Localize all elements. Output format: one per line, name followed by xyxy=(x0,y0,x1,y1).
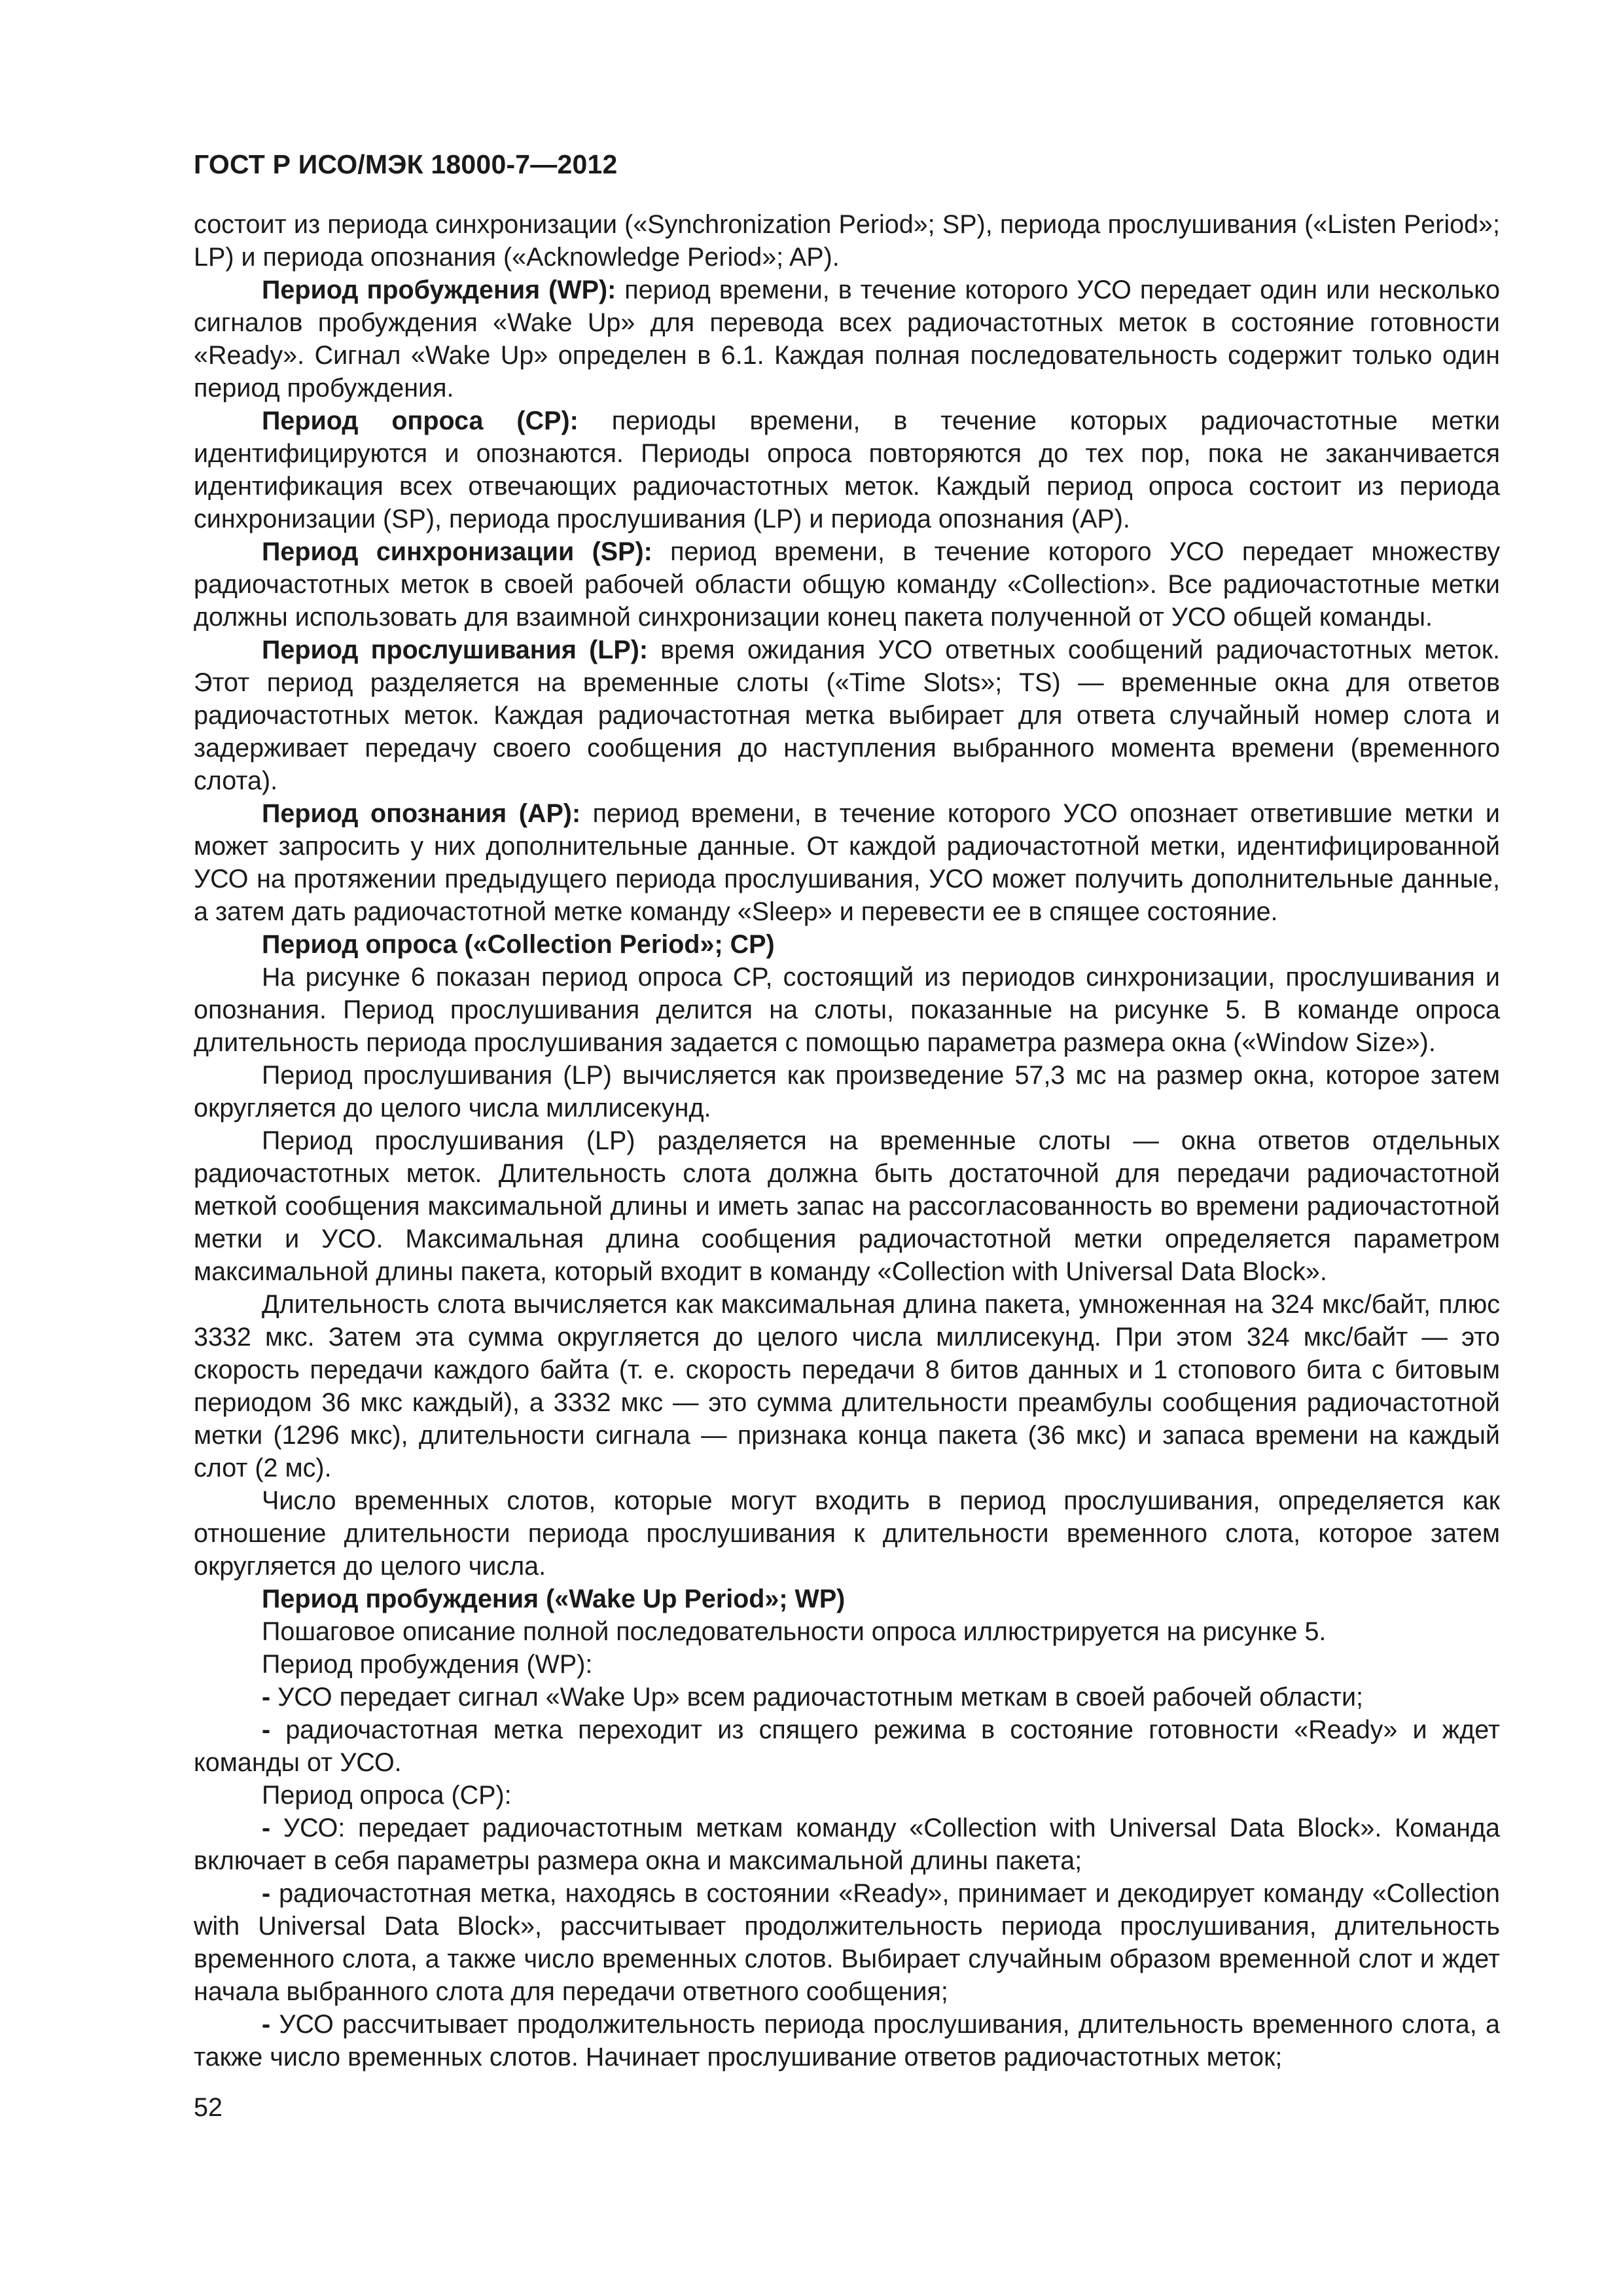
term-label: Период прослушивания (LP): xyxy=(262,636,649,664)
definition-text: период времени, в течение которого УСО опознает ответившие метки и может запросить у них дополнительные данные. От каждой радиочастотной метки, идентифицированной УСО на протяжении предыдущего периода прослушивания, УСО может получить дополнительные данные, а затем дать радиочастотной метке команду «Sleep» и перевести ее в спящее состояние. xyxy=(194,799,1500,926)
section-heading-collection-period: Период опроса («Collection Period»; CP) xyxy=(262,930,775,959)
page-number: 52 xyxy=(194,2093,223,2122)
definition-text: период времени, в течение которого УСО передает множеству радиочастотных меток в своей рабочей области общую команду «Collection». Все радиочастотные метки должны использовать для взаимной синхронизации конец пакета полученной от УСО общей команды. xyxy=(194,537,1500,632)
paragraph: Длительность слота вычисляется как максимальная длина пакета, умноженная на 324 мкс/байт, плюс 3332 мкс. Затем эта сумма округляется до целого числа миллисекунд. При этом 324 мкс/байт — это скорость передачи каждого байта (т. е. скорость передачи 8 битов данных и 1 стопового бита с битовым периодом 36 мкс каждый), а 3332 мкс — это сумма длительности преамбулы сообщения радиочастотной метки (1296 мкс), длительности сигнала — признака конца пакета (36 мкс) и запаса времени на каждый слот (2 мс). xyxy=(194,1290,1500,1482)
document-body xyxy=(194,208,1500,2073)
list-item xyxy=(194,1812,1500,1877)
paragraph-continuation: состоит из периода синхронизации («Synchronization Period»; SP), периода прослушивания («Listen Period»; LP) и периода опознания («Acknowledge Period»; AP). xyxy=(194,210,1500,272)
list-dash: - xyxy=(262,1683,271,1712)
list-dash: - xyxy=(262,1814,271,1842)
list-item-text: УСО: передает радиочастотным меткам команду «Collection with Universal Data Block». Команда включает в себя параметры размера окна и максимальной длины пакета; xyxy=(194,1814,1500,1875)
paragraph: Число временных слотов, которые могут входить в период прослушивания, определяется как отношение длительности периода прослушивания к длительности временного слота, которое затем округляется до целого числа. xyxy=(194,1486,1500,1581)
list-item xyxy=(194,1877,1500,2008)
list-item xyxy=(194,1681,1500,1713)
paragraph: Период пробуждения (WP): xyxy=(262,1650,593,1679)
list-dash: - xyxy=(262,1715,271,1744)
list-item-text: УСО передает сигнал «Wake Up» всем радиочастотным меткам в своей рабочей области; xyxy=(270,1683,1363,1712)
paragraph: Пошаговое описание полной последовательности опроса иллюстрируется на рисунке 5. xyxy=(262,1617,1327,1646)
definition-text: периоды времени, в течение которых радиочастотные метки идентифицируются и опознаются. Периоды опроса повторяются до тех пор, пока не заканчивается идентификация всех отвечающих радиочастотных меток. Каждый период опроса состоит из периода синхронизации (SP), периода прослушивания (LP) и периода опознания (AP). xyxy=(194,406,1501,533)
document-header: ГОСТ Р ИСО/МЭК 18000-7—2012 xyxy=(194,149,618,179)
definition-text: период времени, в течение которого УСО передает один или несколько сигналов пробуждения «Wake Up» для перевода всех радиочастотных меток в состояние готовности «Ready». Сигнал «Wake Up» определен в 6.1. Каждая полная последовательность содержит только один период пробуждения. xyxy=(194,276,1500,403)
list-dash: - xyxy=(262,1879,271,1908)
term-label: Период синхронизации (SP): xyxy=(262,537,652,566)
list-item-text: радиочастотная метка переходит из спящего режима в состояние готовности «Ready» и ждет команды от УСО. xyxy=(194,1715,1500,1777)
list-item-text: УСО рассчитывает продолжительность периода прослушивания, длительность временного слота, а также число временных слотов. Начинает прослушивание ответов радиочастотных меток; xyxy=(194,2010,1500,2072)
definition-acknowledge-period xyxy=(194,797,1500,928)
paragraph: Период опроса (CP): xyxy=(262,1781,512,1810)
paragraph: Период прослушивания (LP) разделяется на временные слоты — окна ответов отдельных радиочастотных меток. Длительность слота должна быть достаточной для передачи радиочастотной меткой сообщения максимальной длины и иметь запас на рассогласованность во времени радиочастотной метки и УСО. Максимальная длина сообщения радиочастотной метки определяется параметром максимальной длины пакета, который входит в команду «Collection with Universal Data Block». xyxy=(194,1126,1500,1286)
paragraph: На рисунке 6 показан период опроса CP, состоящий из периодов синхронизации, прослушивания и опознания. Период прослушивания делится на слоты, показанные на рисунке 5. В команде опроса длительность периода прослушивания задается с помощью параметра размера окна («Window Size»). xyxy=(194,963,1500,1057)
term-label: Период опроса (CP): xyxy=(262,406,579,435)
definition-listen-period xyxy=(194,634,1500,797)
list-item xyxy=(194,2008,1500,2073)
list-dash: - xyxy=(262,2010,271,2039)
definition-collection-period xyxy=(194,404,1500,535)
list-item-text: радиочастотная метка, находясь в состоянии «Ready», принимает и декодирует команду «Collection with Universal Data Block», рассчитывает продолжительность периода прослушивания, длительность временного слота, а также число временных слотов. Выбирает случайным образом временной слот и ждет начала выбранного слота для передачи ответного сообщения; xyxy=(194,1879,1500,2006)
definition-wake-up-period xyxy=(194,274,1500,404)
list-item xyxy=(194,1713,1500,1779)
paragraph: Период прослушивания (LP) вычисляется как произведение 57,3 мс на размер окна, которое затем округляется до целого числа миллисекунд. xyxy=(194,1061,1500,1122)
section-heading-wake-up-period: Период пробуждения («Wake Up Period»; WP) xyxy=(262,1585,846,1613)
definition-synchronization-period xyxy=(194,535,1500,634)
term-label: Период опознания (AP): xyxy=(262,799,581,828)
definition-text: время ожидания УСО ответных сообщений радиочастотных меток. Этот период разделяется на временные слоты («Time Slots»; TS) — временные окна для ответов радиочастотных меток. Каждая радиочастотная метка выбирает для ответа случайный номер слота и задерживает передачу своего сообщения до наступления выбранного момента времени (временного слота). xyxy=(194,636,1500,795)
term-label: Период пробуждения (WP): xyxy=(262,276,616,304)
